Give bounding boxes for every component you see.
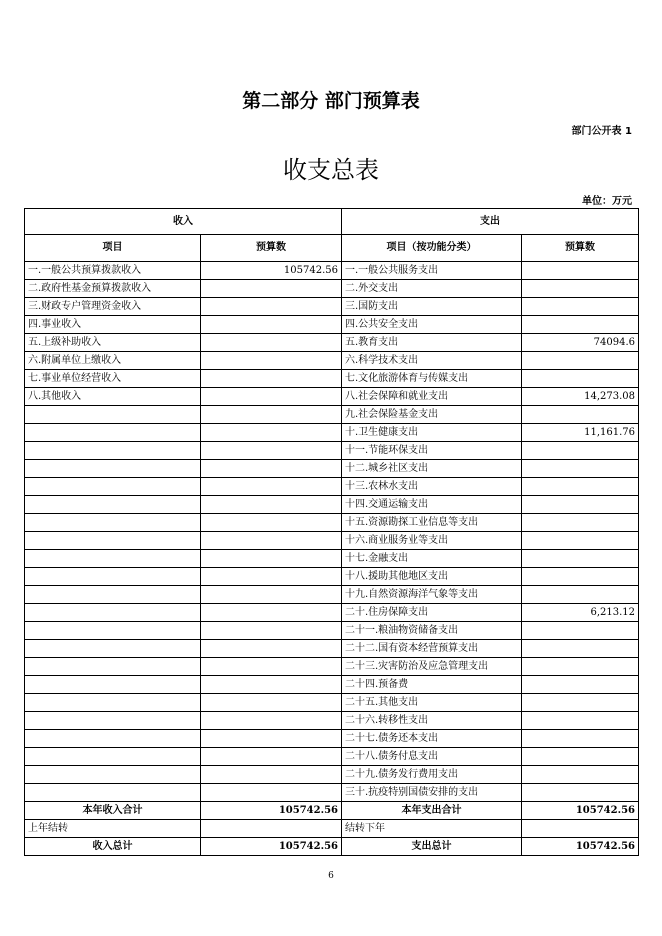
table-row xyxy=(25,496,639,514)
expense-amount xyxy=(522,280,639,298)
table-row xyxy=(25,766,639,784)
expense-item: 八.社会保障和就业支出 xyxy=(342,388,522,406)
expense-item: 六.科学技术支出 xyxy=(342,352,522,370)
income-amount xyxy=(201,640,342,658)
income-amount xyxy=(201,298,342,316)
income-item: 五.上级补助收入 xyxy=(25,334,201,352)
income-item xyxy=(25,694,201,712)
expense-amount xyxy=(522,568,639,586)
income-item xyxy=(25,550,201,568)
income-item xyxy=(25,478,201,496)
income-item xyxy=(25,676,201,694)
income-amount xyxy=(201,568,342,586)
expense-amount xyxy=(522,370,639,388)
income-amount xyxy=(201,334,342,352)
expense-item: 二十五.其他支出 xyxy=(342,694,522,712)
expense-item: 二十八.债务付息支出 xyxy=(342,748,522,766)
expense-item: 二十二.国有资本经营预算支出 xyxy=(342,640,522,658)
table-row xyxy=(25,784,639,802)
table-row xyxy=(25,604,639,622)
unit-label: 单位：万元 xyxy=(582,196,632,207)
grand-total-row xyxy=(25,838,639,856)
income-item xyxy=(25,640,201,658)
expense-item: 十五.资源勘探工业信息等支出 xyxy=(342,514,522,532)
table-row xyxy=(25,352,639,370)
table-row xyxy=(25,406,639,424)
income-amount xyxy=(201,622,342,640)
income-amount xyxy=(201,676,342,694)
year-expense-total-label: 本年支出合计 xyxy=(342,802,522,820)
table-row xyxy=(25,478,639,496)
table-row xyxy=(25,514,639,532)
table-row xyxy=(25,640,639,658)
income-item xyxy=(25,406,201,424)
section-header-row xyxy=(25,209,639,235)
income-amount xyxy=(201,784,342,802)
expense-item: 十三.农林水支出 xyxy=(342,478,522,496)
expense-item: 五.教育支出 xyxy=(342,334,522,352)
income-grand-total: 105742.56 xyxy=(201,838,342,856)
income-item xyxy=(25,424,201,442)
col-budget2-header: 预算数 xyxy=(522,235,639,262)
table-row xyxy=(25,334,639,352)
income-grand-total-label: 收入总计 xyxy=(25,838,201,856)
expense-amount xyxy=(522,730,639,748)
year-total-row xyxy=(25,802,639,820)
income-item: 一.一般公共预算拨款收入 xyxy=(25,262,201,280)
expense-item: 七.文化旅游体育与传媒支出 xyxy=(342,370,522,388)
income-item xyxy=(25,766,201,784)
expense-item: 二十七.债务还本支出 xyxy=(342,730,522,748)
page-title: 收支总表 xyxy=(283,156,379,184)
income-amount xyxy=(201,514,342,532)
income-amount: 105742.56 xyxy=(201,262,342,280)
income-amount xyxy=(201,424,342,442)
expense-amount xyxy=(522,766,639,784)
table-row xyxy=(25,298,639,316)
income-item: 七.事业单位经营收入 xyxy=(25,370,201,388)
income-amount xyxy=(201,766,342,784)
expense-amount xyxy=(522,694,639,712)
expense-amount xyxy=(522,640,639,658)
expense-amount xyxy=(522,352,639,370)
table-row xyxy=(25,532,639,550)
income-amount xyxy=(201,388,342,406)
income-item xyxy=(25,568,201,586)
col-budget-header: 预算数 xyxy=(201,235,342,262)
expense-amount xyxy=(522,712,639,730)
income-amount xyxy=(201,352,342,370)
expense-amount xyxy=(522,514,639,532)
income-item xyxy=(25,658,201,676)
income-amount xyxy=(201,658,342,676)
expense-amount xyxy=(522,262,639,280)
table-row xyxy=(25,262,639,280)
expense-item: 二十六.转移性支出 xyxy=(342,712,522,730)
table-row xyxy=(25,280,639,298)
income-amount xyxy=(201,586,342,604)
expense-item: 十九.自然资源海洋气象等支出 xyxy=(342,586,522,604)
expense-amount xyxy=(522,748,639,766)
table-row xyxy=(25,658,639,676)
table-row xyxy=(25,712,639,730)
expense-item: 十六.商业服务业等支出 xyxy=(342,532,522,550)
table-row xyxy=(25,586,639,604)
part-title: 第二部分 部门预算表 xyxy=(242,90,420,112)
income-amount xyxy=(201,460,342,478)
table-row xyxy=(25,694,639,712)
year-income-total: 105742.56 xyxy=(201,802,342,820)
expense-grand-total: 105742.56 xyxy=(522,838,639,856)
expense-amount xyxy=(522,298,639,316)
table-row xyxy=(25,550,639,568)
income-amount xyxy=(201,712,342,730)
expense-amount xyxy=(522,550,639,568)
table-row xyxy=(25,568,639,586)
expense-item: 十.卫生健康支出 xyxy=(342,424,522,442)
income-item: 八.其他收入 xyxy=(25,388,201,406)
expense-item: 二十三.灾害防治及应急管理支出 xyxy=(342,658,522,676)
expense-grand-total-label: 支出总计 xyxy=(342,838,522,856)
income-item xyxy=(25,442,201,460)
table-row xyxy=(25,370,639,388)
income-amount xyxy=(201,550,342,568)
expense-amount: 14,273.08 xyxy=(522,388,639,406)
expense-amount xyxy=(522,784,639,802)
table-row xyxy=(25,622,639,640)
expense-item: 九.社会保险基金支出 xyxy=(342,406,522,424)
carry-over-row xyxy=(25,820,639,838)
expense-header: 支出 xyxy=(342,209,639,235)
table-row xyxy=(25,748,639,766)
expense-item: 十七.金融支出 xyxy=(342,550,522,568)
table-row xyxy=(25,676,639,694)
expense-amount xyxy=(522,676,639,694)
expense-amount xyxy=(522,496,639,514)
carry-over-in-amount xyxy=(201,820,342,838)
expense-amount xyxy=(522,532,639,550)
income-item xyxy=(25,730,201,748)
expense-amount: 6,213.12 xyxy=(522,604,639,622)
expense-item: 二十四.预备费 xyxy=(342,676,522,694)
income-item xyxy=(25,712,201,730)
income-amount xyxy=(201,442,342,460)
income-amount xyxy=(201,370,342,388)
expense-amount xyxy=(522,406,639,424)
income-amount xyxy=(201,406,342,424)
income-amount xyxy=(201,478,342,496)
form-number: 部门公开表 1 xyxy=(571,126,632,137)
income-item xyxy=(25,748,201,766)
expense-amount xyxy=(522,316,639,334)
expense-item: 一.一般公共服务支出 xyxy=(342,262,522,280)
year-expense-total: 105742.56 xyxy=(522,802,639,820)
income-item: 二.政府性基金预算拨款收入 xyxy=(25,280,201,298)
expense-item: 三.国防支出 xyxy=(342,298,522,316)
carry-over-out-amount xyxy=(522,820,639,838)
income-item xyxy=(25,532,201,550)
income-item xyxy=(25,460,201,478)
expense-amount xyxy=(522,658,639,676)
table-row xyxy=(25,388,639,406)
expense-item: 四.公共安全支出 xyxy=(342,316,522,334)
income-item xyxy=(25,514,201,532)
expense-item: 十二.城乡社区支出 xyxy=(342,460,522,478)
table-row xyxy=(25,424,639,442)
expense-item: 十一.节能环保支出 xyxy=(342,442,522,460)
income-item xyxy=(25,784,201,802)
col-item-header: 项目 xyxy=(25,235,201,262)
income-item: 三.财政专户管理资金收入 xyxy=(25,298,201,316)
income-item xyxy=(25,586,201,604)
income-amount xyxy=(201,730,342,748)
expense-amount xyxy=(522,478,639,496)
year-income-total-label: 本年收入合计 xyxy=(25,802,201,820)
income-amount xyxy=(201,694,342,712)
income-item: 四.事业收入 xyxy=(25,316,201,334)
column-header-row xyxy=(25,235,639,262)
income-item xyxy=(25,604,201,622)
expense-item: 二.外交支出 xyxy=(342,280,522,298)
income-amount xyxy=(201,604,342,622)
carry-over-out-label: 结转下年 xyxy=(342,820,522,838)
expense-item: 二十九.债务发行费用支出 xyxy=(342,766,522,784)
expense-amount xyxy=(522,442,639,460)
income-amount xyxy=(201,280,342,298)
table-row xyxy=(25,442,639,460)
expense-item: 十八.援助其他地区支出 xyxy=(342,568,522,586)
expense-amount xyxy=(522,460,639,478)
income-amount xyxy=(201,496,342,514)
budget-table xyxy=(24,208,639,856)
income-item xyxy=(25,496,201,514)
income-amount xyxy=(201,532,342,550)
income-item xyxy=(25,622,201,640)
table-row xyxy=(25,460,639,478)
expense-item: 二十.住房保障支出 xyxy=(342,604,522,622)
col-item-func-header: 项目（按功能分类） xyxy=(342,235,522,262)
expense-item: 三十.抗疫特别国债安排的支出 xyxy=(342,784,522,802)
table-row xyxy=(25,316,639,334)
expense-item: 十四.交通运输支出 xyxy=(342,496,522,514)
expense-amount: 11,161.76 xyxy=(522,424,639,442)
expense-amount: 74094.6 xyxy=(522,334,639,352)
page-number: 6 xyxy=(328,871,334,881)
income-amount xyxy=(201,316,342,334)
income-item: 六.附属单位上缴收入 xyxy=(25,352,201,370)
expense-amount xyxy=(522,622,639,640)
income-amount xyxy=(201,748,342,766)
income-header: 收入 xyxy=(25,209,342,235)
expense-item: 二十一.粮油物资储备支出 xyxy=(342,622,522,640)
table-row xyxy=(25,730,639,748)
carry-over-in-label: 上年结转 xyxy=(25,820,201,838)
expense-amount xyxy=(522,586,639,604)
